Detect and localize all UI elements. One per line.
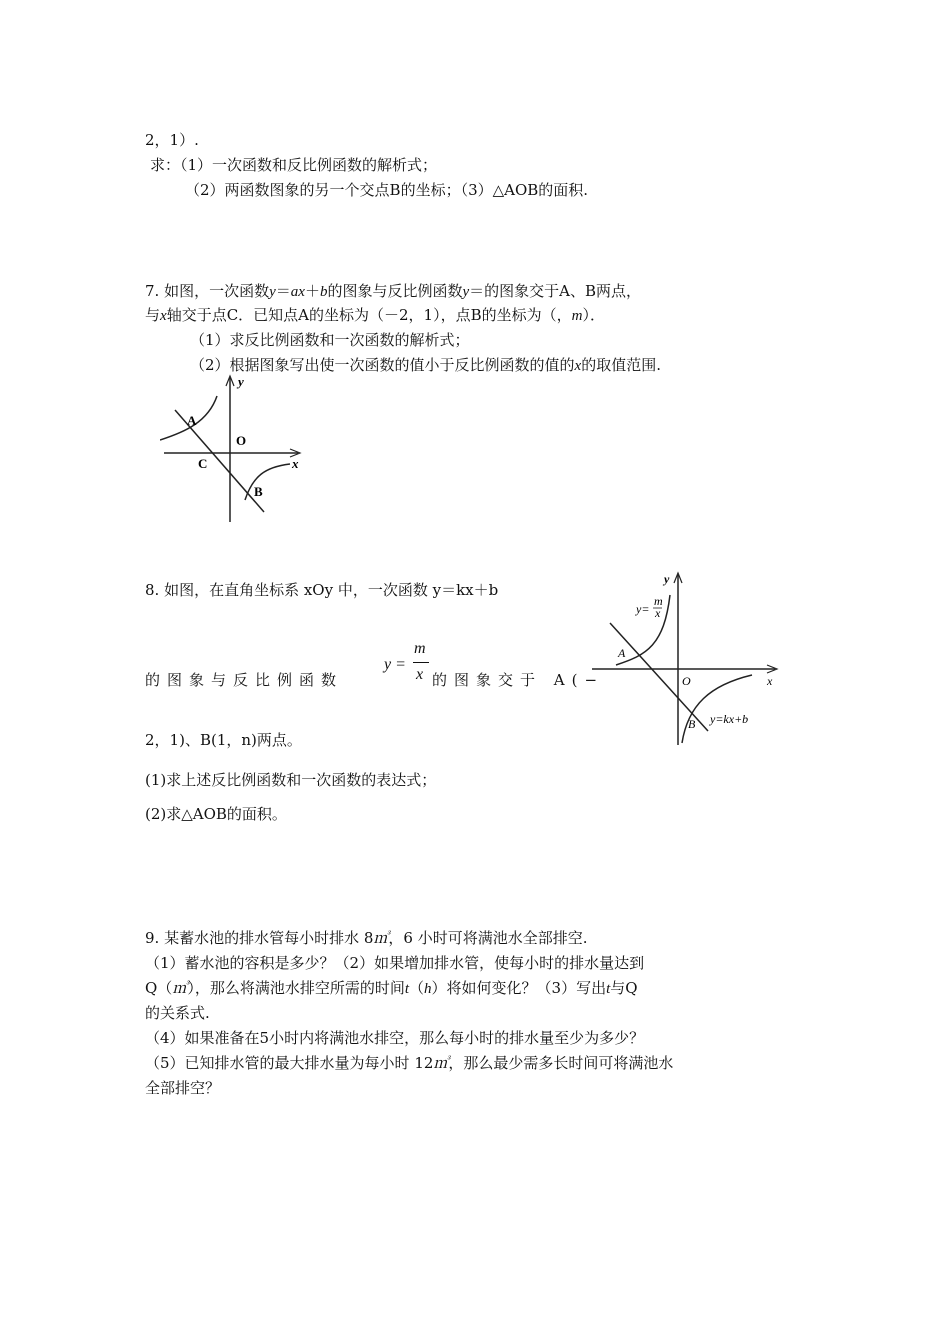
- p8-line-2a: 的图象与反比例函数: [145, 671, 344, 689]
- p8-label-A: A: [618, 646, 626, 660]
- p9-line-1: 9. 某蓄水池的排水管每小时排水 8㎥，6 小时可将满池水全部排空.: [145, 929, 588, 947]
- p8-label-y: y: [664, 572, 670, 586]
- p7-question-2: （2）根据图象写出使一次函数的值小于反比例函数的值的x的取值范围.: [190, 356, 661, 374]
- p7-line-1: 7. 如图，一次函数y＝ax＋b的图象与反比例函数y＝的图象交于A、B两点，: [145, 282, 642, 300]
- p9-line-7: 全部排空？: [145, 1079, 221, 1097]
- p7-label-C: C: [198, 456, 208, 471]
- p9-line-4: 的关系式.: [145, 1004, 210, 1022]
- p7-line-2: 与x轴交于点C．已知点A的坐标为（－2，1），点B的坐标为（，m）．: [145, 306, 605, 324]
- p8-linear-graph: [610, 623, 708, 731]
- p7-label-x: x: [292, 456, 299, 471]
- p8-hyperbola-right: [682, 675, 752, 743]
- p8-curve-label-num: m: [654, 594, 663, 608]
- p7-label-A: A: [187, 413, 197, 428]
- p8-formula-lhs: y =: [384, 656, 406, 673]
- p8-label-x: x: [767, 674, 773, 688]
- p6-question-2-3: （2）两函数图象的另一个交点B的坐标；（3）△AOB的面积.: [185, 181, 589, 199]
- p8-formula-numerator: m: [414, 640, 426, 657]
- p8-curve-label-den: x: [655, 606, 661, 620]
- p6-question-1: 求：（1）一次函数和反比例函数的解析式；: [150, 156, 438, 174]
- p7-hyperbola-right: [245, 464, 290, 500]
- p8-line-3: 2，1)、B(1，n)两点。: [145, 731, 302, 749]
- p8-question-1: (1)求上述反比例函数和一次函数的表达式；: [145, 771, 437, 789]
- p8-line-1: 8. 如图，在直角坐标系 xOy 中，一次函数 y＝kx＋b: [145, 581, 499, 599]
- p9-line-3: Q（㎥），那么将满池水排空所需的时间t（h）将如何变化？（3）写出t与Q: [145, 979, 638, 997]
- p8-question-2: (2)求△AOB的面积。: [145, 805, 287, 823]
- p6-continuation: 2，1）.: [145, 131, 199, 149]
- p7-label-O: O: [236, 433, 247, 448]
- p7-label-B: B: [254, 484, 263, 499]
- p9-question-4: （4）如果准备在5小时内将满池水排空，那么每小时的排水量至少为多少？: [145, 1029, 645, 1047]
- cubic-meter-unit: ㎥: [172, 981, 188, 997]
- p7-figure: [160, 372, 310, 527]
- p8-label-B: B: [688, 717, 696, 731]
- p9-line-2: （1）蓄水池的容积是多少？（2）如果增加排水管，使每小时的排水量达到: [145, 954, 645, 972]
- p7-label-y: y: [238, 374, 244, 389]
- p8-line-label: y=kx+b: [710, 712, 749, 726]
- p7-question-1: （1）求反比例函数和一次函数的解析式；: [190, 331, 470, 349]
- p8-line-2b: 的图象交于 A(−: [432, 671, 605, 689]
- cubic-meter-unit: ㎥: [373, 931, 389, 947]
- p8-label-O: O: [682, 674, 691, 688]
- p9-question-5: （5）已知排水管的最大排水量为每小时 12㎥，那么最少需多长时间可将满池水: [145, 1054, 674, 1072]
- cubic-meter-unit: ㎥: [433, 1056, 449, 1072]
- p8-fraction-bar: [413, 662, 429, 663]
- p8-figure: [592, 565, 787, 750]
- p8-curve-label-lhs: y=: [636, 602, 650, 616]
- p8-formula-denominator: x: [416, 666, 424, 683]
